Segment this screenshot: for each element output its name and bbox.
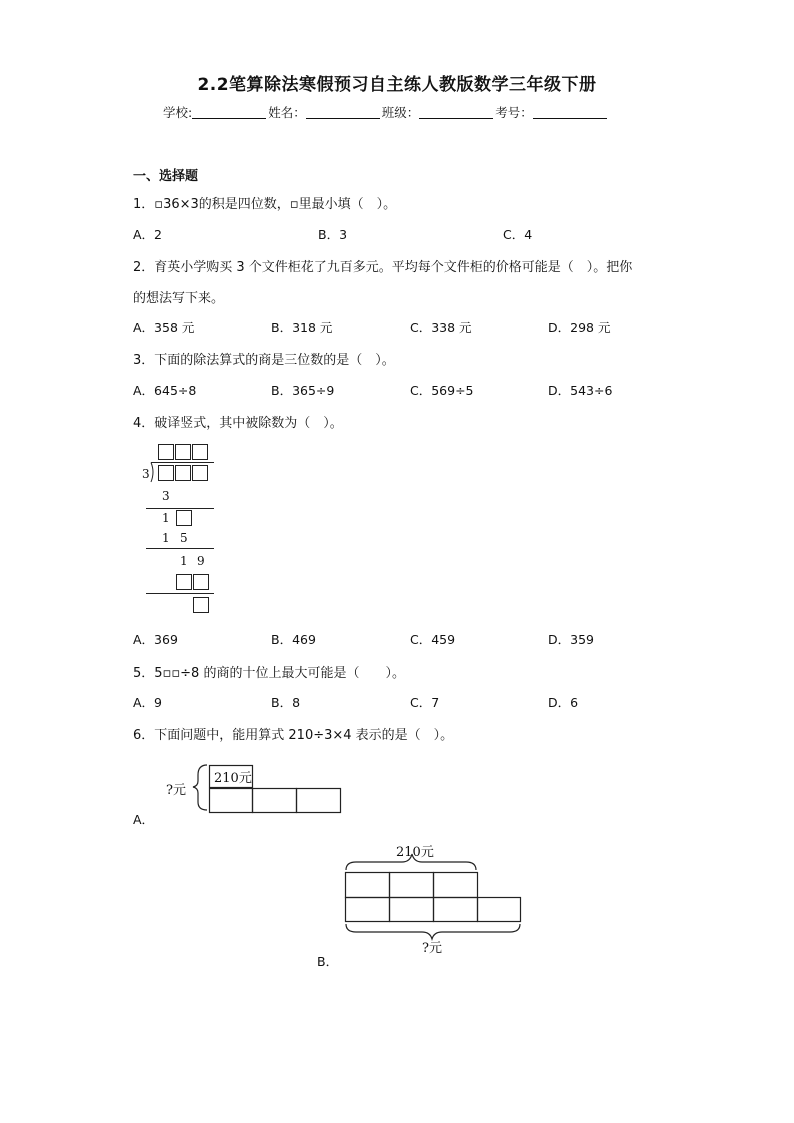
long-division-figure — [138, 440, 228, 618]
fig-a-bottom-box-1 — [210, 789, 253, 813]
q2-option-c[interactable]: C．338 元 — [410, 320, 472, 335]
q1-option-c[interactable]: C．4 — [503, 227, 533, 242]
question-2-text-line2: 的想法写下来。 — [133, 291, 225, 306]
q2-option-a[interactable]: A．358 元 — [133, 320, 195, 335]
quotient-box-2 — [176, 445, 191, 460]
step-box-1 — [177, 575, 192, 590]
quotient-box-1 — [159, 445, 174, 460]
fig-a-unknown-label: ?元 — [166, 783, 186, 798]
q5-option-a[interactable]: A．9 — [133, 695, 163, 710]
remainder-box-1 — [177, 511, 192, 526]
exam-no-blank[interactable] — [533, 106, 607, 119]
name-blank[interactable] — [306, 106, 380, 119]
final-remainder-box — [194, 598, 209, 613]
question-5-text: 5．5▫▫÷8 的商的十位上最大可能是（ ）。 — [133, 666, 405, 681]
q3-option-c[interactable]: C．569÷5 — [410, 383, 474, 398]
exam-no-label: 考号： — [495, 105, 533, 120]
q4-option-a[interactable]: A．369 — [133, 632, 178, 647]
fig-a-bottom-box-3 — [297, 789, 341, 813]
student-info-line — [163, 103, 609, 121]
dividend-box-2 — [176, 466, 191, 481]
fig-b-row2-box-2 — [390, 898, 434, 922]
q5-option-d[interactable]: D．6 — [548, 695, 579, 710]
q3-option-a[interactable]: A．645÷8 — [133, 383, 197, 398]
name-label: 姓名： — [268, 105, 306, 120]
step-box-2 — [194, 575, 209, 590]
divisor-digit: 3 — [142, 467, 150, 481]
q1-option-a[interactable]: A．2 — [133, 227, 163, 242]
row3-digit-b: 5 — [180, 531, 188, 545]
section-heading: 一、选择题 — [133, 169, 199, 184]
question-2-text-line1: 2．育英小学购买 3 个文件柜花了九百多元。平均每个文件柜的价格可能是（ ）。把你 — [133, 260, 633, 275]
left-brace — [193, 765, 207, 810]
row1-digit: 3 — [162, 489, 170, 503]
q4-option-c[interactable]: C．459 — [410, 632, 456, 647]
fig-b-row1-box-2 — [390, 873, 434, 898]
q1-option-b[interactable]: B．3 — [318, 227, 348, 242]
fig-a-amount-label: 210元 — [214, 771, 252, 786]
fig-b-row2-box-1 — [346, 898, 390, 922]
fig-b-unknown-label: ?元 — [422, 941, 442, 956]
row2-digit: 1 — [162, 511, 170, 525]
q2-option-d[interactable]: D．298 元 — [548, 320, 611, 335]
q4-option-d[interactable]: D．359 — [548, 632, 594, 647]
class-label: 班级： — [381, 105, 420, 120]
quotient-box-3 — [193, 445, 208, 460]
q6-figure-b — [340, 840, 530, 958]
row4-digit-a: 1 — [180, 554, 188, 568]
bottom-brace — [346, 924, 520, 939]
q5-option-b[interactable]: B．8 — [271, 695, 301, 710]
fig-b-row2-box-3 — [434, 898, 478, 922]
school-label: 学校: — [163, 105, 193, 120]
q6-option-b[interactable]: B． — [317, 954, 339, 969]
q5-option-c[interactable]: C．7 — [410, 695, 440, 710]
fig-b-amount-label: 210元 — [396, 845, 434, 860]
question-3-text: 3．下面的除法算式的商是三位数的是（ ）。 — [133, 353, 395, 368]
row3-digit-a: 1 — [162, 531, 170, 545]
q6-option-a[interactable]: A． — [133, 812, 155, 827]
q4-option-b[interactable]: B．469 — [271, 632, 316, 647]
fig-a-bottom-box-2 — [253, 789, 297, 813]
dividend-box-1 — [159, 466, 174, 481]
class-blank[interactable] — [419, 106, 493, 119]
q2-option-b[interactable]: B．318 元 — [271, 320, 333, 335]
question-4-text: 4．破译竖式，其中被除数为（ ）。 — [133, 416, 343, 431]
row4-digit-b: 9 — [197, 554, 205, 568]
q3-option-b[interactable]: B．365÷9 — [271, 383, 335, 398]
dividend-box-3 — [193, 466, 208, 481]
school-blank[interactable] — [192, 106, 266, 119]
fig-b-row2-box-4 — [478, 898, 521, 922]
question-1-text: 1．▫36×3的积是四位数，▫里最小填（ ）。 — [133, 197, 397, 212]
fig-b-row1-box-1 — [346, 873, 390, 898]
page-title: 2.2笔算除法寒假预习自主练人教版数学三年级下册 — [197, 75, 597, 95]
question-6-text: 6．下面问题中，能用算式 210÷3×4 表示的是（ ）。 — [133, 728, 454, 743]
fig-b-row1-box-3 — [434, 873, 478, 898]
q6-figure-a — [165, 760, 345, 816]
q3-option-d[interactable]: D．543÷6 — [548, 383, 613, 398]
